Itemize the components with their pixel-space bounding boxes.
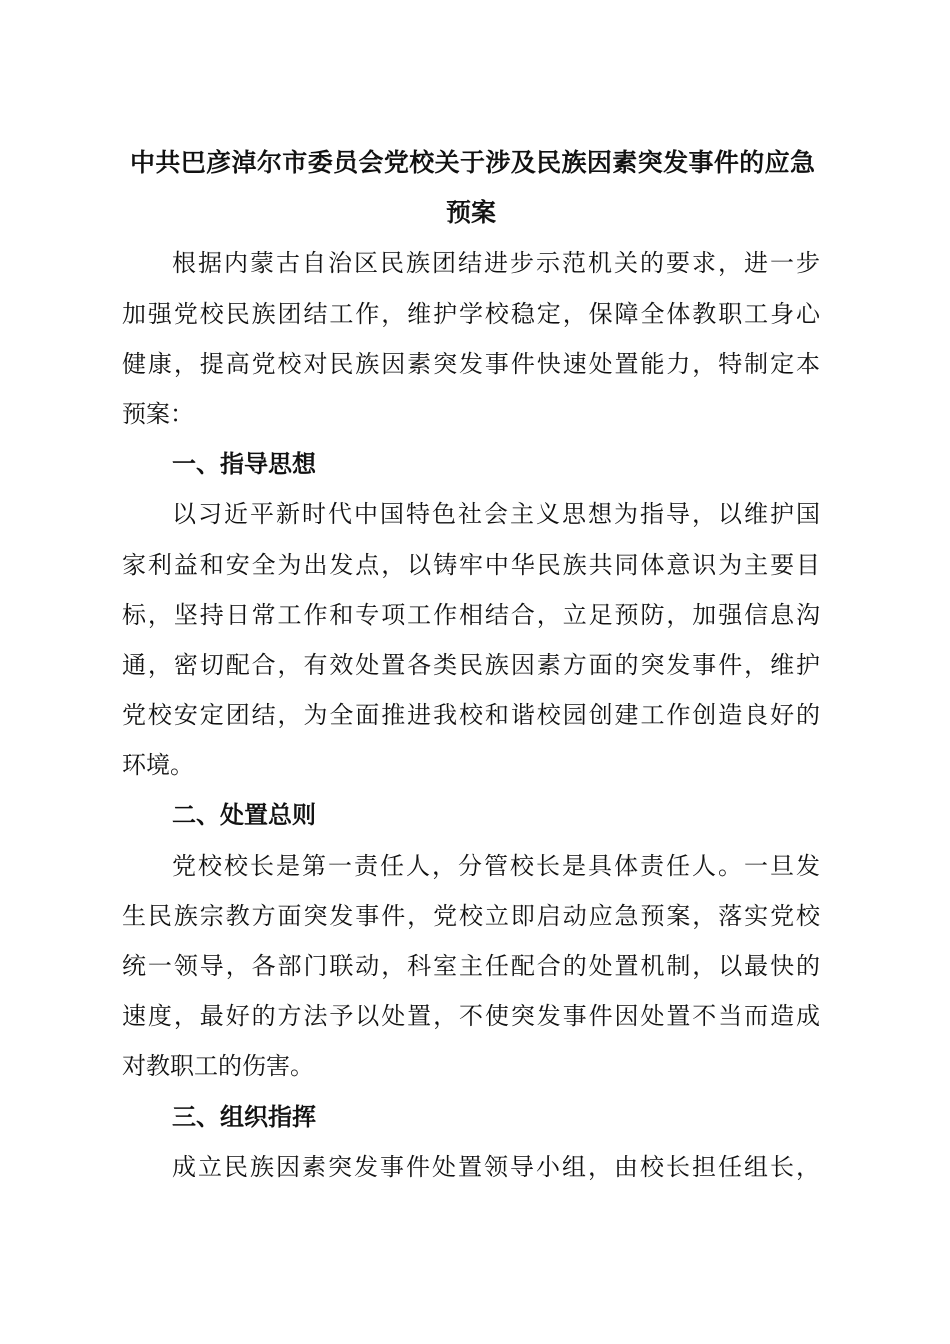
text-line: 预案：: [122, 399, 194, 428]
intro-paragraph: [122, 238, 820, 439]
section-paragraph: [122, 489, 820, 790]
document-title-line-1: 中共巴彦淖尔市委员会党校关于涉及民族因素突发事件的应急: [130, 148, 815, 177]
text-line: 统一领导，各部门联动，科室主任配合的处置机制，以最快的: [122, 952, 820, 980]
section-heading-general-principles: 二、处置总则: [172, 800, 316, 830]
text-line: 健康，提高党校对民族因素突发事件快速处置能力，特制定本: [122, 349, 820, 378]
text-line: 速度，最好的方法予以处置，不使突发事件因处置不当而造成: [122, 1002, 820, 1031]
text-line: 加强党校民族团结工作，维护学校稳定，保障全体教职工身心: [122, 299, 820, 328]
text-line: 对教职工的伤害。: [122, 1052, 314, 1081]
text-line: 环境。: [122, 751, 194, 780]
text-line: 成立民族因素突发事件处置领导小组，由校长担任组长，: [172, 1152, 820, 1181]
text-line: 以习近平新时代中国特色社会主义思想为指导，以维护国: [172, 500, 820, 529]
section-heading-organization-command: 三、组织指挥: [172, 1101, 316, 1131]
section-paragraph: [122, 841, 820, 1092]
document-title-line-2: 预案: [445, 198, 496, 228]
text-line: 党校校长是第一责任人，分管校长是具体责任人。一旦发: [172, 851, 820, 880]
section-paragraph: [122, 1142, 820, 1192]
text-line: 标，坚持日常工作和专项工作相结合，立足预防，加强信息沟: [122, 600, 820, 629]
text-line: 生民族宗教方面突发事件，党校立即启动应急预案，落实党校: [122, 901, 820, 930]
section-heading-guiding-thought: 一、指导思想: [172, 449, 316, 479]
text-line: 根据内蒙古自治区民族团结进步示范机关的要求，进一步: [172, 249, 820, 278]
text-line: 家利益和安全为出发点，以铸牢中华民族共同体意识为主要目: [122, 550, 820, 579]
text-line: 通，密切配合，有效处置各类民族因素方面的突发事件，维护: [122, 650, 820, 679]
document-page: [122, 138, 820, 1192]
text-line: 党校安定团结，为全面推进我校和谐校园创建工作创造良好的: [122, 701, 820, 730]
